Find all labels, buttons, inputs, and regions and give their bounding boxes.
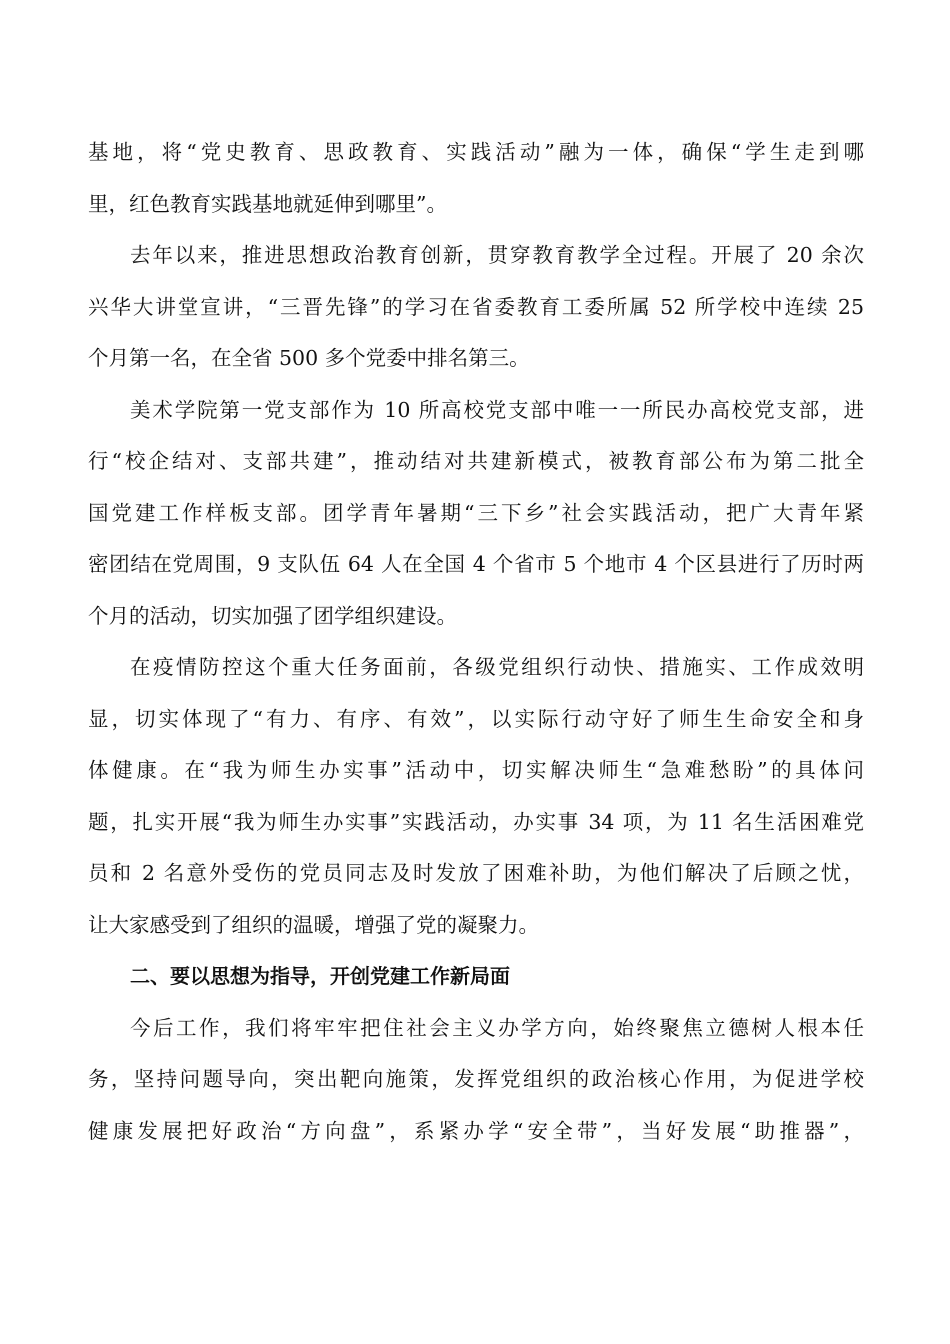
paragraph-line: 题，扎实开展“我为师生办实事”实践活动，办实事 34 项，为 11 名生活困难党	[88, 809, 864, 834]
paragraph-line: 务，坚持问题导向，突出靶向施策，发挥党组织的政治核心作用，为促进学校	[88, 1067, 864, 1091]
paragraph-line: 个月的活动，切实加强了团学组织建设。	[88, 603, 457, 628]
paragraph-line: 健康发展把好政治“方向盘”，系紧办学“安全带”，当好发展“助推器”，	[88, 1118, 864, 1143]
paragraph-line: 基地，将“党史教育、思政教育、实践活动”融为一体，确保“学生走到哪	[88, 140, 864, 164]
paragraph-line: 个月第一名，在全省 500 多个党委中排名第三。	[88, 346, 530, 370]
paragraph-line: 在疫情防控这个重大任务面前，各级党组织行动快、措施实、工作成效明	[130, 655, 864, 679]
document-body	[88, 127, 864, 1157]
paragraph-line: 让大家感受到了组织的温暖，增强了党的凝聚力。	[88, 912, 539, 937]
paragraph-line: 今后工作，我们将牢牢把住社会主义办学方向，始终聚焦立德树人根本任	[130, 1015, 864, 1040]
paragraph-line: 行“校企结对、支部共建”，推动结对共建新模式，被教育部公布为第二批全	[88, 449, 864, 473]
paragraph-line: 兴华大讲堂宣讲，“三晋先锋”的学习在省委教育工委所属 52 所学校中连续 25	[88, 294, 864, 319]
paragraph-line: 里，红色教育实践基地就延伸到哪里”。	[88, 191, 447, 216]
paragraph-line: 美术学院第一党支部作为 10 所高校党支部中唯一一所民办高校党支部，进	[130, 397, 864, 422]
paragraph-line: 国党建工作样板支部。团学青年暑期“三下乡”社会实践活动，把广大青年紧	[88, 500, 864, 525]
paragraph-line: 去年以来，推进思想政治教育创新，贯穿教育教学全过程。开展了 20 余次	[130, 243, 864, 267]
section-heading: 二、要以思想为指导，开创党建工作新局面	[130, 964, 510, 988]
paragraph-line: 体健康。在“我为师生办实事”活动中，切实解决师生“急难愁盼”的具体问	[88, 758, 864, 782]
paragraph-line: 员和 2 名意外受伤的党员同志及时发放了困难补助，为他们解决了后顾之忧，	[88, 861, 864, 885]
paragraph-line: 密团结在党周围，9 支队伍 64 人在全国 4 个省市 5 个地市 4 个区县进行了历时两	[88, 552, 864, 576]
paragraph-line: 显，切实体现了“有力、有序、有效”，以实际行动守好了师生生命安全和身	[88, 706, 864, 731]
